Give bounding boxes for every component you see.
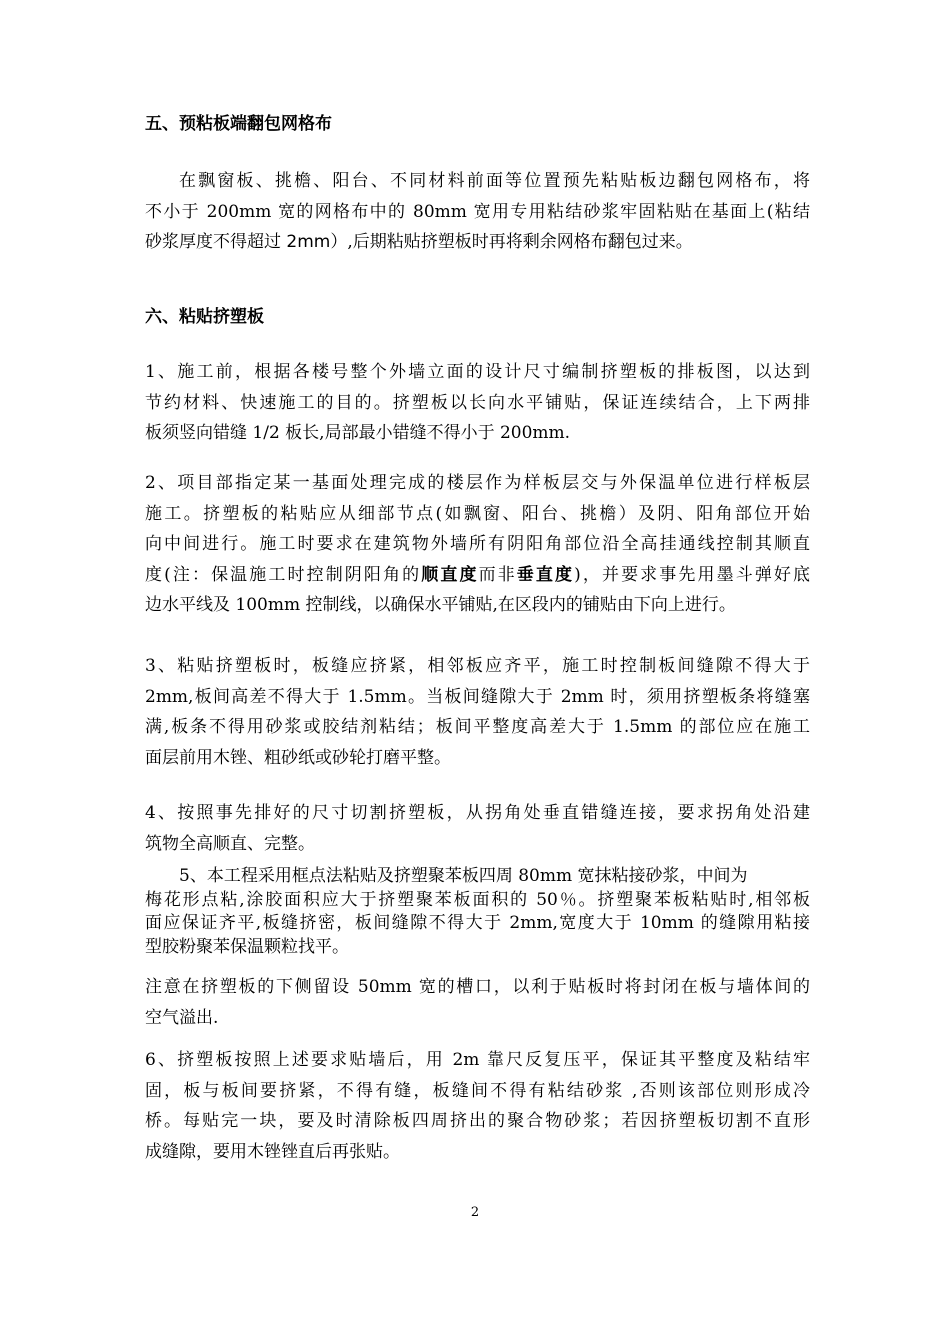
paragraph-line: 5、本工程采用框点法粘贴及挤塑聚苯板四周 80mm 宽抹粘接砂浆，中间为	[179, 866, 748, 886]
paragraph-line: 成缝隙，要用木锉锉直后再张贴。	[145, 1141, 400, 1162]
paragraph-line: 梅花形点粘,涂胶面积应大于挤塑聚苯板面积的 50％。挤塑聚苯板粘贴时,相邻板	[145, 889, 810, 910]
paragraph-line: 向中间进行。施工时要求在建筑物外墙所有阴阳角部位沿全高挂通线控制其顺直	[145, 534, 810, 554]
paragraph-line: 边水平线及 100mm 控制线，以确保水平铺贴,在区段内的铺贴由下向上进行。	[145, 595, 736, 615]
paragraph-line: 桥。每贴完一块，要及时清除板四周挤出的聚合物砂浆；若因挤塑板切割不直形	[145, 1111, 810, 1131]
text-run: 砂浆厚度不得超过 2mm	[145, 232, 331, 252]
paragraph-line	[145, 197, 810, 228]
text-run: 顺直度	[421, 564, 479, 585]
paragraph-line: 满,板条不得用砂浆或胶结剂粘结；板间平整度高差大于 1.5mm 的部位应在施工	[145, 717, 810, 737]
paragraph-line: 4、按照事先排好的尺寸切割挤塑板，从拐角处垂直错缝连接，要求拐角处沿建	[145, 803, 810, 823]
paragraph-line: 1、施工前，根据各楼号整个外墙立面的设计尺寸编制挤塑板的排板图，以达到	[145, 362, 810, 382]
text-run: 粘结	[773, 201, 810, 222]
paragraph-line: 面层前用木锉、粗砂纸或砂轮打磨平整。	[145, 747, 451, 768]
paragraph-line: 2mm,板间高差不得大于 1.5mm。当板间缝隙大于 2mm 时，须用挤塑板条将缝塞	[145, 686, 810, 707]
paragraph-line	[145, 499, 810, 530]
item-3-paragraph	[145, 651, 810, 773]
section-5-heading: 五、预粘板端翻包网格布	[145, 114, 332, 134]
paragraph-line: 空气溢出.	[145, 1007, 219, 1028]
text-run: 垂直度	[516, 564, 575, 585]
item-5-paragraph	[145, 865, 810, 959]
paragraph-line: 型胶粉聚苯保温颗粒找平。	[145, 936, 349, 957]
text-run: ）,后期粘贴挤塑板时再将剩余网格布翻包过来。	[330, 232, 693, 252]
text-run: 注：保温施工时控制阴阳角的	[170, 564, 422, 585]
text-run: 而非	[478, 564, 517, 585]
paragraph-line: 固，板与板间要挤紧，不得有缝，板缝间不得有粘结砂浆 ,否则该部位则形成冷	[145, 1080, 810, 1101]
text-run: 如飘窗、阳台、挑檐	[442, 503, 619, 524]
paragraph-line	[145, 560, 810, 591]
paragraph-line: 筑物全高顺直、完整。	[145, 833, 315, 854]
text-run: )，并要求事先用墨斗弹好底	[574, 564, 811, 585]
page-number: 2	[470, 1205, 480, 1220]
note-paragraph	[145, 972, 810, 1033]
item-2-paragraph	[145, 468, 810, 621]
item-6-paragraph	[145, 1045, 810, 1167]
text-run: 施工。挤塑板的粘贴应从细部节点(	[145, 503, 443, 524]
item-4-paragraph	[145, 798, 810, 859]
section-6-heading: 六、粘贴挤塑板	[145, 307, 264, 327]
paragraph-line: 2、项目部指定某一基面处理完成的楼层作为样板层交与外保温单位进行样板层	[145, 473, 810, 493]
text-run: ）及阴、阳角部位开始	[618, 503, 811, 524]
paragraph-line: 在飘窗板、挑檐、阳台、不同材料前面等位置预先粘贴板边翻包网格布，将	[179, 171, 810, 191]
paragraph-line	[145, 227, 810, 258]
paragraph-line: 节约材料、快速施工的目的。挤塑板以长向水平铺贴，保证连续结合，上下两排	[145, 392, 810, 413]
paragraph-line: 面应保证齐平,板缝挤密，板间缝隙不得大于 2mm,宽度大于 10mm 的缝隙用粘接	[145, 913, 810, 933]
text-run: 度(	[145, 564, 171, 585]
paragraph-line: 6、挤塑板按照上述要求贴墙后，用 2m 靠尺反复压平，保证其平整度及粘结牢	[145, 1050, 810, 1070]
text-run: 不小于 200mm 宽的网格布中的 80mm 宽用专用粘结砂浆牢固粘贴在基面上(	[145, 201, 774, 222]
item-1-paragraph	[145, 357, 810, 449]
paragraph-line: 注意在挤塑板的下侧留设 50mm 宽的槽口，以利于贴板时将封闭在板与墙体间的	[145, 977, 810, 997]
section-5-paragraph	[145, 166, 810, 258]
paragraph-line: 3、粘贴挤塑板时，板缝应挤紧，相邻板应齐平，施工时控制板间缝隙不得大于	[145, 656, 810, 676]
paragraph-line: 板须竖向错缝 1/2 板长,局部最小错缝不得小于 200mm.	[145, 423, 571, 443]
